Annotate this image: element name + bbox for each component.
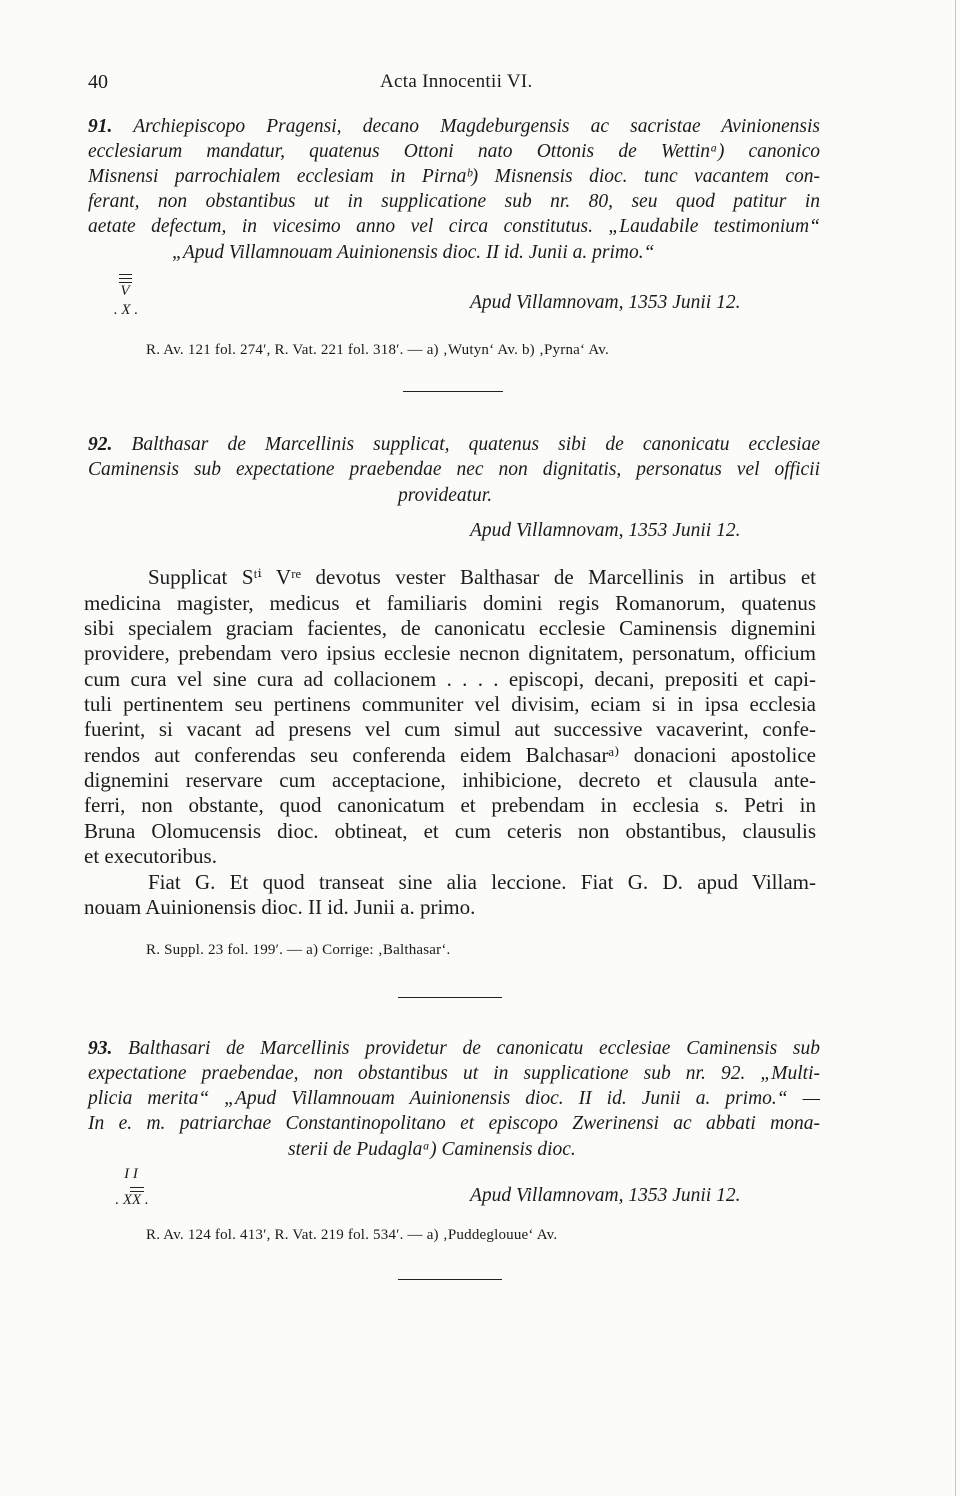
entry-number: 93. xyxy=(88,1038,113,1059)
regest-line: In e. m. patriarchae Constantinopolitano et episcopo Zwerinensi ac abbati mona- xyxy=(88,1113,820,1134)
mark-top: $\overline{V}$ xyxy=(120,283,130,299)
regest-line: provideatur. xyxy=(398,485,493,506)
source-note: R. Av. 124 fol. 413′, R. Vat. 219 fol. 534′. — a) ‚Puddeglouue‘ Av. xyxy=(146,1227,558,1243)
running-title: Acta Innocentii VI. xyxy=(380,71,533,92)
source-note: R. Av. 121 fol. 274′, R. Vat. 221 fol. 318′. — a) ‚Wutyn‘ Av. b) ‚Pyrna‘ Av. xyxy=(146,342,609,358)
text-line: Bruna Olomucensis dioc. obtineat, et cum ceteris non obstantibus, clausulis xyxy=(84,819,816,843)
text-line: tuli pertinentem seu pertinens communiter vel divisim, eciam si in ipsa ecclesia xyxy=(84,692,816,716)
regest-line: Caminensis sub expectatione praebendae nec non dignitatis, personatus vel officii xyxy=(88,459,820,480)
text-line: providere, prebendam vero ipsius ecclesie necnon dignitatem, personatum, officium xyxy=(84,641,816,665)
text-line: fuerint, si vacant ad presens vel cum simul aut successive vacaverint, confe- xyxy=(84,717,816,741)
mark-top: I I xyxy=(124,1166,138,1182)
regest-line: ferant, non obstantibus ut in supplicatione sub nr. 80, seu quod patitur in xyxy=(88,191,820,212)
regest-line: Misnensi parrochialem ecclesiam in Pirnaᵇ) Misnensis dioc. tunc vacantem con- xyxy=(88,166,820,187)
date-line: Apud Villamnovam, 1353 Junii 12. xyxy=(470,292,741,313)
regest-line: expectatione praebendae, non obstantibus ut in supplicatione sub nr. 92. „Multi- xyxy=(88,1063,820,1084)
text-line: Supplicat Sᵗⁱ Vʳᵉ devotus vester Balthasar de Marcellinis in artibus et xyxy=(148,565,816,589)
text-line: dignemini reservare cum acceptacione, inhibicione, decreto et clausula ante- xyxy=(84,768,816,792)
text-line: ferri, non obstante, quod canonicatum et prebendam in ecclesia s. Petri in xyxy=(84,793,816,817)
regest-text: Archiepiscopo Pragensi, decano Magdeburgensis ac sacristae Avinionensis xyxy=(133,116,820,137)
text-line: medicina magister, medicus et familiaris domini regis Romanorum, quatenus xyxy=(84,591,816,615)
page-number: 40 xyxy=(88,71,108,93)
text-line: sibi specialem graciam facientes, de canonicatu ecclesie Caminensis dignemini xyxy=(84,616,816,640)
separator-rule xyxy=(398,1279,502,1280)
text-line: rendos aut conferendas seu conferenda eidem Balchasarᵃ⁾ donacioni apostolice xyxy=(84,743,816,767)
source-note: R. Suppl. 23 fol. 199′. — a) Corrige: ‚Balthasar‘. xyxy=(146,942,451,958)
regest-line: sterii de Pudaglaᵃ) Caminensis dioc. xyxy=(288,1139,576,1160)
entry-number: 92. xyxy=(88,434,113,455)
entry-number: 91. xyxy=(88,116,113,137)
date-line: Apud Villamnovam, 1353 Junii 12. xyxy=(470,520,741,541)
page-edge-shadow xyxy=(955,0,956,1496)
regest-line xyxy=(88,1036,820,1061)
separator-rule xyxy=(403,391,503,392)
regest-line xyxy=(88,432,820,457)
regest-text: Balthasar de Marcellinis supplicat, quatenus sibi de canonicatu ecclesiae xyxy=(131,434,821,455)
regest-line: aetate defectum, in vicesimo anno vel circa constitutus. „Laudabile testimonium“ xyxy=(88,216,820,237)
regest-text: Balthasari de Marcellinis providetur de canonicatu ecclesiae Caminensis sub xyxy=(128,1038,821,1059)
fiat-line: nouam Auinionensis dioc. II id. Junii a. primo. xyxy=(84,895,476,919)
separator-rule xyxy=(398,997,502,998)
regest-line: plicia merita“ „Apud Villamnouam Auinionensis dioc. II id. Junii a. primo.“ — xyxy=(88,1088,820,1109)
text-line: et executoribus. xyxy=(84,844,217,868)
regest-line: ecclesiarum mandatur, quatenus Ottoni nato Ottonis de Wettinᵃ) canonico xyxy=(88,141,820,162)
mark-bottom: . XX . xyxy=(115,1192,149,1208)
mark-bottom: . X . xyxy=(113,302,139,318)
regest-line xyxy=(88,114,820,139)
fiat-line: Fiat G. Et quod transeat sine alia leccione. Fiat G. D. apud Villam- xyxy=(148,870,816,894)
regest-line: „Apud Villamnouam Auinionensis dioc. II id. Junii a. primo.“ xyxy=(172,242,655,263)
date-line: Apud Villamnovam, 1353 Junii 12. xyxy=(470,1185,741,1206)
text-line: cum cura vel sine cura ad collacionem . . . . episcopi, decani, prepositi et capi- xyxy=(84,667,816,691)
